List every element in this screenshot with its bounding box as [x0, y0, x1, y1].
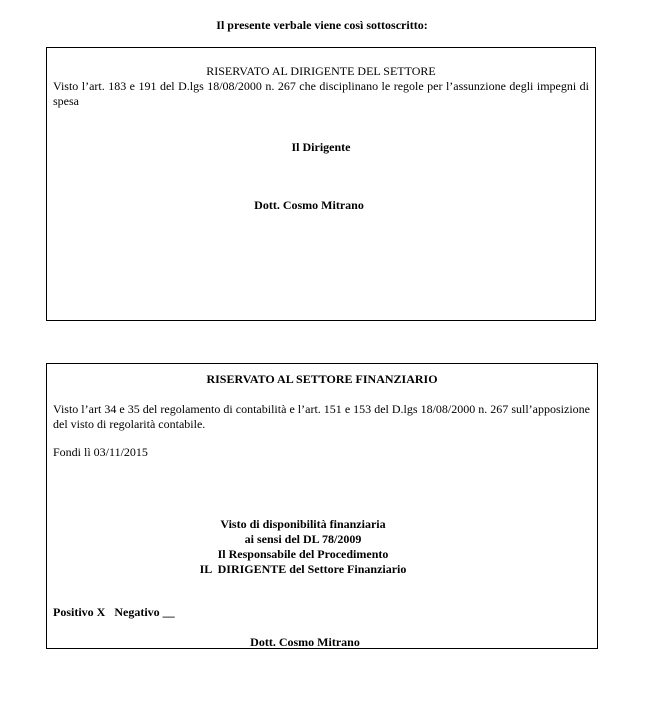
visto-block — [47, 517, 559, 577]
dirigente-section-heading: RISERVATO AL DIRIGENTE DEL SETTORE — [206, 64, 436, 78]
dirigente-name: Dott. Cosmo Mitrano — [254, 198, 364, 212]
finanziario-section-text: Visto l’art 34 e 35 del regolamento di contabilità e l’art. 151 e 153 del D.lgs 18/08/2000 n. 267 sull’apposizione del visto di regolarità contabile. — [53, 402, 590, 431]
intro-line: Il presente verbale viene così sottoscritto: — [216, 18, 428, 32]
visto-line: IL DIRIGENTE del Settore Finanziario — [199, 562, 407, 576]
finanziario-section-heading: RISERVATO AL SETTORE FINANZIARIO — [206, 372, 438, 386]
dirigente-section — [46, 47, 596, 321]
dirigente-section-text: Visto l’art. 183 e 191 del D.lgs 18/08/2000 n. 267 che disciplinano le regole per l’assunzione degli impegni di spesa — [53, 79, 589, 108]
visto-line: ai sensi del DL 78/2009 — [244, 532, 362, 546]
date-line: Fondi lì 03/11/2015 — [53, 445, 148, 459]
visto-line: Il Responsabile del Procedimento — [217, 547, 389, 561]
outcome-line: Positivo X Negativo __ — [53, 605, 175, 619]
finanziario-name: Dott. Cosmo Mitrano — [250, 635, 360, 649]
dirigente-role: Il Dirigente — [291, 140, 351, 154]
finanziario-section — [46, 363, 598, 649]
visto-line: Visto di disponibilità finanziaria — [220, 517, 386, 531]
